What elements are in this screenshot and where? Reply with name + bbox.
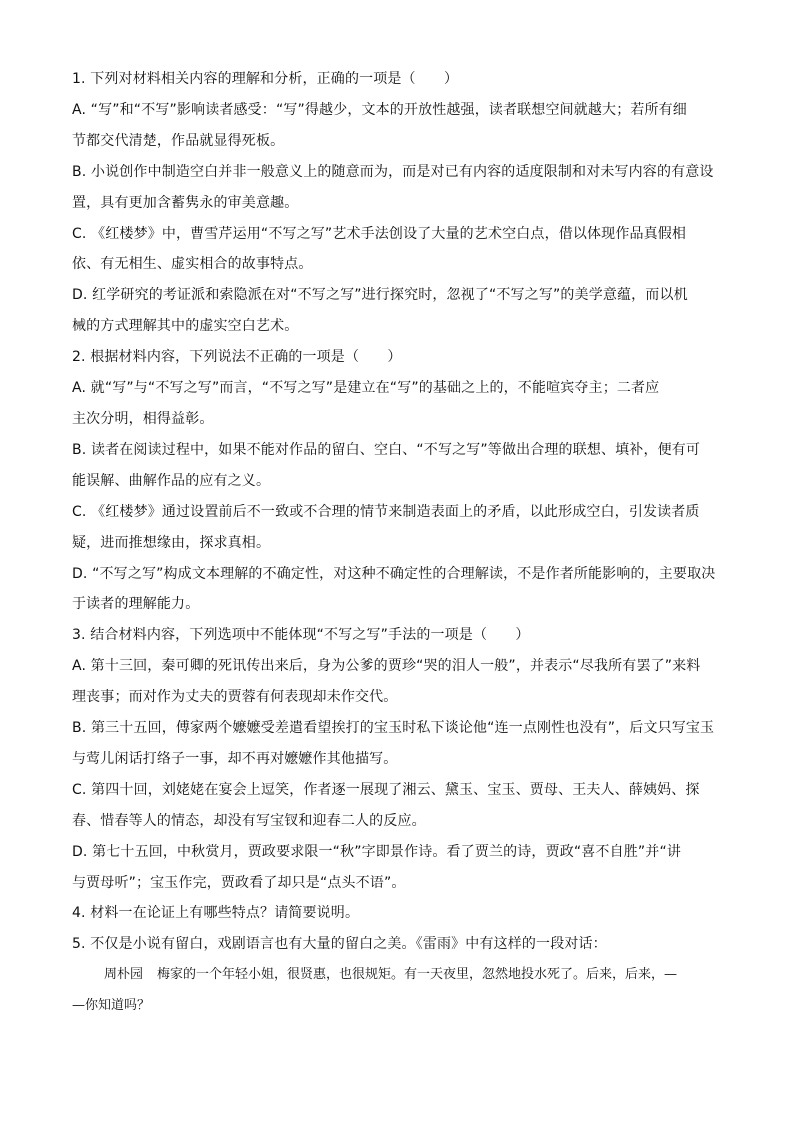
option-c-line1: C. 《红楼梦》通过设置前后不一致或不合理的情节来制造表面上的矛盾，以此形成空白，引发读者质 xyxy=(72,503,700,520)
option-b-line1: B. 小说创作中制造空白并非一般意义上的随意而为，而是对已有内容的适度限制和对未写内容的有意设 xyxy=(72,163,714,180)
option-c-line1: C. 第四十回，刘姥姥在宴会上逗笑，作者逐一展现了湘云、黛玉、宝玉、贾母、王夫人、薛姨妈、探 xyxy=(72,781,700,798)
script-line-1 xyxy=(72,960,722,991)
option-b-line1: B. 第三十五回，傅家两个嬷嬷受差遣看望挨打的宝玉时私下谈论他“连一点刚性也没有”，后文只写宝玉 xyxy=(72,720,715,737)
speaker-name: 周朴园 xyxy=(104,967,144,983)
dialogue-text: 梅家的一个年轻小姐，很贤惠，也很规矩。有一天夜里，忽然地投水死了。后来，后来，— xyxy=(157,967,678,983)
option-d-line2: 与贾母听”；宝玉作完，贾政看了却只是“点头不语”。 xyxy=(72,874,406,891)
script-line-2: —你知道吗？ xyxy=(72,998,151,1014)
option-c-line2: 春、惜春等人的情态，却没有写宝钗和迎春二人的反应。 xyxy=(72,812,426,829)
option-b-line2: 与莺儿闲话打络子一事，却不再对嬷嬷作其他描写。 xyxy=(72,750,398,767)
option-b-line2: 能误解、曲解作品的应有之义。 xyxy=(72,472,271,489)
option-a-line2: 节都交代清楚，作品就显得死板。 xyxy=(72,132,285,149)
option-a-line1: A. “写”和“不写”影响读者感受：“写”得越少，文本的开放性越强，读者联想空间就越大；若所有细 xyxy=(72,101,687,118)
question-5: 5. 不仅是小说有留白，戏剧语言也有大量的留白之美。《雷雨》中有这样的一段对话： xyxy=(72,936,607,953)
script-excerpt xyxy=(72,960,722,1022)
option-c-line1: C. 《红楼梦》中，曹雪芹运用“不写之写”艺术手法创设了大量的艺术空白点，借以体现作品真假相 xyxy=(72,225,687,242)
option-b-line2: 置，具有更加含蓄隽永的审美意趣。 xyxy=(72,194,299,211)
option-a-line2: 主次分明，相得益彰。 xyxy=(72,410,214,427)
option-d-line1: D. “不写之写”构成文本理解的不确定性，对这种不确定性的合理解读，不是作者所能影响的，主要取决 xyxy=(72,565,716,582)
question-3 xyxy=(72,620,722,898)
question-1 xyxy=(72,64,722,342)
option-d-line2: 械的方式理解其中的虚实空白艺术。 xyxy=(72,318,299,335)
option-d-line1: D. 第七十五回，中秋赏月，贾政要求限一“秋”字即景作诗。看了贾兰的诗，贾政“喜不自胜”并“讲 xyxy=(72,843,681,860)
question-stem: 2. 根据材料内容，下列说法不正确的一项是（ ） xyxy=(72,349,402,366)
option-d-line2: 于读者的理解能力。 xyxy=(72,596,200,613)
question-4: 4. 材料一在论证上有哪些特点？请简要说明。 xyxy=(72,905,360,922)
option-d-line1: D. 红学研究的考证派和索隐派在对“不写之写”进行探究时，忽视了“不写之写”的美学意蕴，而以机 xyxy=(72,287,688,304)
question-2 xyxy=(72,342,722,620)
option-b-line1: B. 读者在阅读过程中，如果不能对作品的留白、空白、“不写之写”等做出合理的联想、填补，便有可 xyxy=(72,441,701,458)
option-a-line2: 理丧事；而对作为丈夫的贾蓉有何表现却未作交代。 xyxy=(72,689,398,706)
option-a-line1: A. 第十三回，秦可卿的死讯传出来后，身为公爹的贾珍“哭的泪人一般”，并表示“尽我所有罢了”来料 xyxy=(72,658,701,675)
question-stem: 1. 下列对材料相关内容的理解和分析，正确的一项是（ ） xyxy=(72,71,459,87)
option-a-line1: A. 就“写”与“不写之写”而言，“不写之写”是建立在“写”的基础之上的，不能喧宾夺主；二者应 xyxy=(72,380,660,397)
option-c-line2: 疑，进而推想缘由，探求真相。 xyxy=(72,534,271,551)
option-c-line2: 依、有无相生、虚实相合的故事特点。 xyxy=(72,256,313,273)
question-stem: 3. 结合材料内容，下列选项中不能体现“不写之写”手法的一项是（ ） xyxy=(72,627,530,644)
